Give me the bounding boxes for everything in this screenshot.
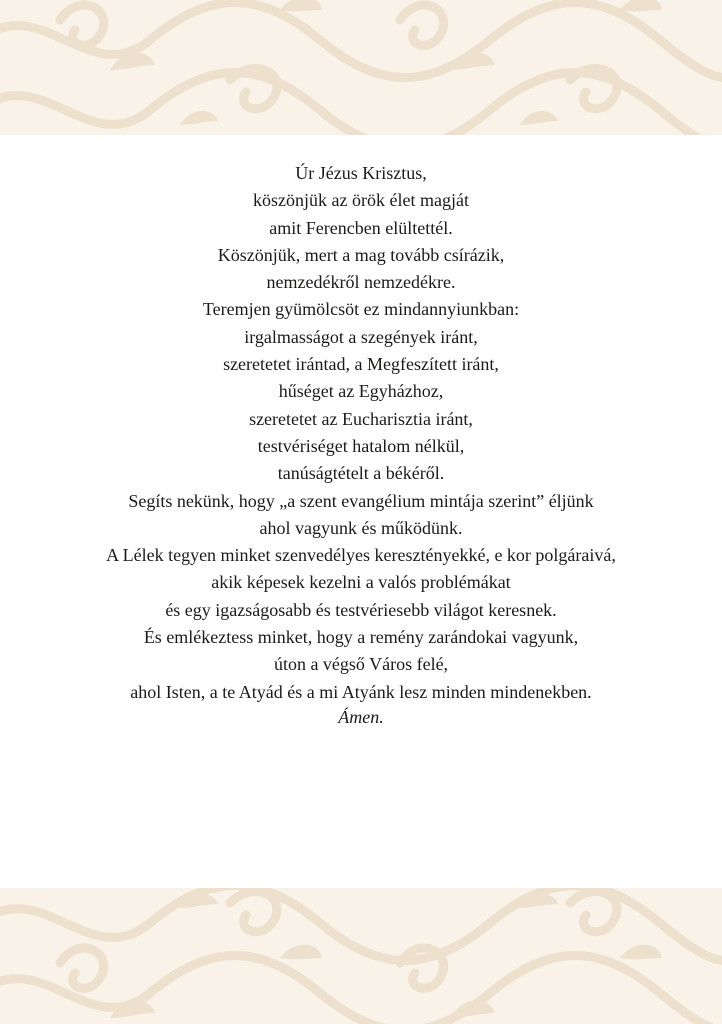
- prayer-line: akik képesek kezelni a valós problémákat: [211, 572, 511, 593]
- prayer-line: irgalmasságot a szegények iránt,: [244, 326, 478, 347]
- prayer-line: testvériséget hatalom nélkül,: [257, 435, 465, 456]
- prayer-line: Teremjen gyümölcsöt ez mindannyiunkban:: [202, 299, 520, 320]
- prayer-line: A Lélek tegyen minket szenvedélyes keresztényekké, e kor polgáraivá,: [106, 545, 616, 566]
- prayer-line: szeretetet az Eucharisztia iránt,: [249, 408, 473, 429]
- prayer-line: Segíts nekünk, hogy „a szent evangélium mintája szerint” éljünk: [128, 490, 594, 511]
- ornamental-band-bottom: [0, 888, 722, 1024]
- ornamental-band-top: [0, 0, 722, 135]
- prayer-line: És emlékeztess minket, hogy a remény zarándokai vagyunk,: [143, 627, 579, 648]
- prayer-line: tanúságtételt a békéről.: [277, 463, 445, 484]
- prayer-line: hűséget az Egyházhoz,: [278, 381, 444, 402]
- prayer-line: nemzedékről nemzedékre.: [266, 272, 456, 293]
- prayer-line: és egy igazságosabb és testvériesebb világot keresnek.: [165, 599, 557, 620]
- prayer-line: köszönjük az örök élet magját: [253, 190, 469, 211]
- prayer-text: [20, 160, 702, 728]
- prayer-line: ahol vagyunk és működünk.: [259, 517, 463, 538]
- amen-closing: Ámen.: [338, 706, 384, 727]
- prayer-line: ahol Isten, a te Atyád és a mi Atyánk lesz minden mindenekben.: [130, 681, 592, 702]
- prayer-line: Köszönjük, mert a mag tovább csírázik,: [217, 244, 505, 265]
- prayer-line: Úr Jézus Krisztus,: [295, 163, 427, 183]
- prayer-line: szeretetet irántad, a Megfeszített iránt,: [223, 354, 499, 375]
- prayer-line: úton a végső Város felé,: [273, 654, 449, 675]
- prayer-line: amit Ferencben elültettél.: [269, 217, 453, 238]
- floral-pattern-top: [0, 0, 722, 135]
- floral-pattern-bottom: [0, 888, 722, 1024]
